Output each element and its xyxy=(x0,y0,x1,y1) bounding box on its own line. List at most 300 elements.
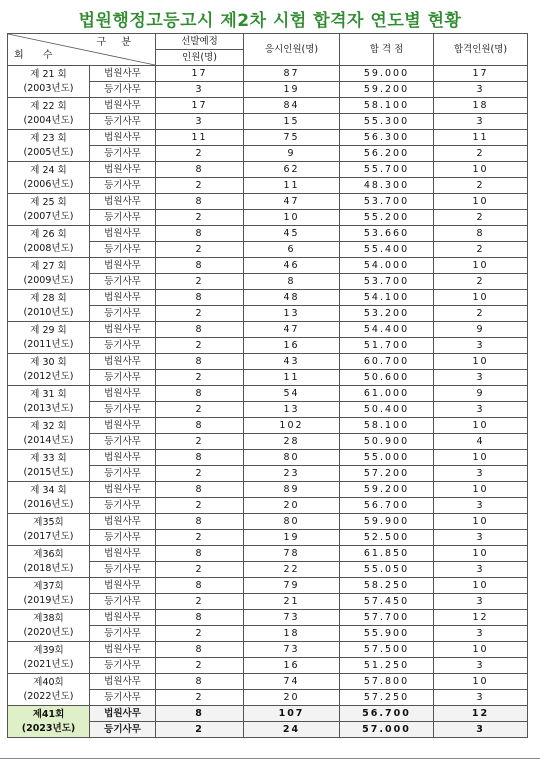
cutoff-cell: 50.900 xyxy=(340,434,434,450)
passers-cell: 3 xyxy=(434,594,528,610)
selection-cell: 2 xyxy=(156,146,244,162)
round-label: 제 23 회 xyxy=(30,132,67,144)
round-label: 제40회 xyxy=(33,676,64,688)
selection-cell: 8 xyxy=(156,418,244,434)
passers-cell: 10 xyxy=(434,642,528,658)
selection-cell: 3 xyxy=(156,114,244,130)
category-cell: 등기사무 xyxy=(90,722,156,738)
category-cell: 법원사무 xyxy=(90,514,156,530)
category-cell: 법원사무 xyxy=(90,578,156,594)
round-year: (2006년도) xyxy=(23,178,74,190)
category-cell: 법원사무 xyxy=(90,386,156,402)
cutoff-cell: 59.200 xyxy=(340,482,434,498)
round-label: 제 30 회 xyxy=(30,356,67,368)
cutoff-cell: 53.660 xyxy=(340,226,434,242)
category-cell: 등기사무 xyxy=(90,274,156,290)
applicants-cell: 107 xyxy=(244,706,340,722)
category-cell: 등기사무 xyxy=(90,82,156,98)
applicants-cell: 18 xyxy=(244,626,340,642)
passers-cell: 3 xyxy=(434,370,528,386)
passers-cell: 8 xyxy=(434,226,528,242)
applicants-cell: 87 xyxy=(244,66,340,82)
round-label: 제 22 회 xyxy=(30,100,67,112)
category-cell: 등기사무 xyxy=(90,434,156,450)
passers-cell: 2 xyxy=(434,242,528,258)
round-cell xyxy=(8,194,90,226)
category-cell: 법원사무 xyxy=(90,546,156,562)
table-row xyxy=(8,386,528,402)
page-title: 법원행정고등고시 제2차 시험 합격자 연도별 현황 xyxy=(78,11,462,31)
cutoff-cell: 57.500 xyxy=(340,642,434,658)
table-body xyxy=(8,66,528,738)
category-cell: 법원사무 xyxy=(90,642,156,658)
cutoff-cell: 59.200 xyxy=(340,82,434,98)
round-label: 제 21 회 xyxy=(30,68,67,80)
applicants-cell: 46 xyxy=(244,258,340,274)
selection-cell: 8 xyxy=(156,386,244,402)
round-year: (2015년도) xyxy=(23,466,74,478)
category-cell: 법원사무 xyxy=(90,610,156,626)
table-row xyxy=(8,610,528,626)
passers-cell: 3 xyxy=(434,338,528,354)
passers-cell: 3 xyxy=(434,402,528,418)
applicants-cell: 20 xyxy=(244,690,340,706)
cutoff-cell: 54.000 xyxy=(340,258,434,274)
category-cell: 등기사무 xyxy=(90,370,156,386)
cutoff-cell: 53.700 xyxy=(340,274,434,290)
category-cell: 법원사무 xyxy=(90,322,156,338)
table-row xyxy=(8,226,528,242)
table-row xyxy=(8,546,528,562)
passers-cell: 11 xyxy=(434,130,528,146)
round-cell xyxy=(8,706,90,738)
cutoff-cell: 58.100 xyxy=(340,98,434,114)
category-cell: 법원사무 xyxy=(90,258,156,274)
category-cell: 등기사무 xyxy=(90,690,156,706)
header-passers: 합격인원(명) xyxy=(434,34,528,66)
cutoff-cell: 59.900 xyxy=(340,514,434,530)
applicants-cell: 73 xyxy=(244,642,340,658)
selection-cell: 8 xyxy=(156,514,244,530)
table-row xyxy=(8,674,528,690)
round-year: (2010년도) xyxy=(23,306,74,318)
passers-cell: 12 xyxy=(434,706,528,722)
cutoff-cell: 57.800 xyxy=(340,674,434,690)
passers-cell: 2 xyxy=(434,306,528,322)
round-cell xyxy=(8,98,90,130)
passers-cell: 3 xyxy=(434,626,528,642)
applicants-cell: 79 xyxy=(244,578,340,594)
category-cell: 법원사무 xyxy=(90,130,156,146)
selection-cell: 8 xyxy=(156,322,244,338)
applicants-cell: 73 xyxy=(244,610,340,626)
round-year: (2022년도) xyxy=(23,690,74,702)
round-label: 제35회 xyxy=(33,516,64,528)
round-cell xyxy=(8,642,90,674)
selection-cell: 2 xyxy=(156,210,244,226)
cutoff-cell: 55.700 xyxy=(340,162,434,178)
table-row xyxy=(8,98,528,114)
applicants-cell: 89 xyxy=(244,482,340,498)
selection-cell: 2 xyxy=(156,658,244,674)
category-cell: 법원사무 xyxy=(90,98,156,114)
passers-cell: 3 xyxy=(434,82,528,98)
applicants-cell: 43 xyxy=(244,354,340,370)
round-cell xyxy=(8,130,90,162)
cutoff-cell: 55.400 xyxy=(340,242,434,258)
applicants-cell: 6 xyxy=(244,242,340,258)
table-row xyxy=(8,354,528,370)
round-year: (2007년도) xyxy=(23,210,74,222)
table-row xyxy=(8,162,528,178)
selection-cell: 3 xyxy=(156,82,244,98)
passers-cell: 2 xyxy=(434,146,528,162)
selection-cell: 2 xyxy=(156,338,244,354)
category-cell: 등기사무 xyxy=(90,402,156,418)
selection-cell: 8 xyxy=(156,162,244,178)
selection-cell: 2 xyxy=(156,498,244,514)
category-cell: 등기사무 xyxy=(90,306,156,322)
cutoff-cell: 50.600 xyxy=(340,370,434,386)
round-year: (2023년도) xyxy=(21,722,76,734)
applicants-cell: 22 xyxy=(244,562,340,578)
cutoff-cell: 48.300 xyxy=(340,178,434,194)
applicants-cell: 74 xyxy=(244,674,340,690)
applicants-cell: 19 xyxy=(244,530,340,546)
category-cell: 법원사무 xyxy=(90,674,156,690)
round-label: 제37회 xyxy=(33,580,64,592)
passers-cell: 3 xyxy=(434,498,528,514)
round-label: 제 29 회 xyxy=(30,324,67,336)
cutoff-cell: 61.850 xyxy=(340,546,434,562)
round-label: 제 26 회 xyxy=(30,228,67,240)
selection-cell: 2 xyxy=(156,722,244,738)
passers-cell: 4 xyxy=(434,434,528,450)
applicants-cell: 9 xyxy=(244,146,340,162)
applicants-cell: 19 xyxy=(244,82,340,98)
category-cell: 법원사무 xyxy=(90,418,156,434)
cutoff-cell: 54.400 xyxy=(340,322,434,338)
category-cell: 등기사무 xyxy=(90,178,156,194)
applicants-cell: 47 xyxy=(244,322,340,338)
round-label: 제 25 회 xyxy=(30,196,67,208)
applicants-cell: 47 xyxy=(244,194,340,210)
category-cell: 법원사무 xyxy=(90,706,156,722)
passers-cell: 3 xyxy=(434,690,528,706)
selection-cell: 2 xyxy=(156,402,244,418)
header-selection-2: 인원(명) xyxy=(156,50,244,66)
cutoff-cell: 56.300 xyxy=(340,130,434,146)
round-label: 제36회 xyxy=(33,548,64,560)
round-label: 제 27 회 xyxy=(30,260,67,272)
cutoff-cell: 56.200 xyxy=(340,146,434,162)
selection-cell: 8 xyxy=(156,706,244,722)
round-year: (2003년도) xyxy=(23,82,74,94)
applicants-cell: 16 xyxy=(244,658,340,674)
round-cell xyxy=(8,66,90,98)
applicants-cell: 16 xyxy=(244,338,340,354)
selection-cell: 2 xyxy=(156,530,244,546)
cutoff-cell: 57.700 xyxy=(340,610,434,626)
round-cell xyxy=(8,610,90,642)
cutoff-cell: 60.700 xyxy=(340,354,434,370)
applicants-cell: 10 xyxy=(244,210,340,226)
round-label: 제 28 회 xyxy=(30,292,67,304)
round-cell xyxy=(8,482,90,514)
table-row xyxy=(8,450,528,466)
applicants-cell: 48 xyxy=(244,290,340,306)
round-cell xyxy=(8,578,90,610)
table-row xyxy=(8,194,528,210)
passers-cell: 10 xyxy=(434,354,528,370)
round-year: (2008년도) xyxy=(23,242,74,254)
selection-cell: 2 xyxy=(156,274,244,290)
round-cell xyxy=(8,162,90,194)
header-hoesu: 회 수 xyxy=(14,50,61,61)
cutoff-cell: 57.250 xyxy=(340,690,434,706)
cutoff-cell: 56.700 xyxy=(340,706,434,722)
cutoff-cell: 58.100 xyxy=(340,418,434,434)
passers-cell: 10 xyxy=(434,514,528,530)
cutoff-cell: 58.250 xyxy=(340,578,434,594)
round-label: 제41회 xyxy=(32,708,65,720)
round-year: (2004년도) xyxy=(23,114,74,126)
header-row xyxy=(8,34,528,50)
round-year: (2005년도) xyxy=(23,146,74,158)
round-cell xyxy=(8,258,90,290)
cutoff-cell: 54.100 xyxy=(340,290,434,306)
category-cell: 등기사무 xyxy=(90,114,156,130)
passers-cell: 2 xyxy=(434,210,528,226)
table-row xyxy=(8,290,528,306)
cutoff-cell: 59.000 xyxy=(340,66,434,82)
category-cell: 등기사무 xyxy=(90,562,156,578)
passers-cell: 10 xyxy=(434,290,528,306)
applicants-cell: 62 xyxy=(244,162,340,178)
selection-cell: 2 xyxy=(156,626,244,642)
passers-cell: 18 xyxy=(434,98,528,114)
round-cell xyxy=(8,514,90,546)
round-year: (2011년도) xyxy=(23,338,74,350)
selection-cell: 8 xyxy=(156,482,244,498)
passers-cell: 10 xyxy=(434,578,528,594)
category-cell: 등기사무 xyxy=(90,530,156,546)
passers-cell: 10 xyxy=(434,162,528,178)
cutoff-cell: 55.050 xyxy=(340,562,434,578)
selection-cell: 2 xyxy=(156,370,244,386)
table-row xyxy=(8,482,528,498)
round-label: 제38회 xyxy=(33,612,64,624)
round-cell xyxy=(8,290,90,322)
applicants-cell: 54 xyxy=(244,386,340,402)
round-label: 제 24 회 xyxy=(30,164,67,176)
category-cell: 법원사무 xyxy=(90,66,156,82)
selection-cell: 2 xyxy=(156,562,244,578)
round-cell xyxy=(8,322,90,354)
passers-cell: 9 xyxy=(434,386,528,402)
round-label: 제 32 회 xyxy=(30,420,67,432)
selection-cell: 2 xyxy=(156,690,244,706)
cutoff-cell: 50.400 xyxy=(340,402,434,418)
category-cell: 등기사무 xyxy=(90,210,156,226)
passers-cell: 3 xyxy=(434,530,528,546)
category-cell: 법원사무 xyxy=(90,482,156,498)
selection-cell: 8 xyxy=(156,610,244,626)
selection-cell: 8 xyxy=(156,674,244,690)
header-selection-1: 선발예정 xyxy=(156,34,244,50)
results-table xyxy=(7,33,528,738)
header-applicants: 응시인원(명) xyxy=(244,34,340,66)
applicants-cell: 13 xyxy=(244,306,340,322)
round-cell xyxy=(8,674,90,706)
selection-cell: 17 xyxy=(156,66,244,82)
cutoff-cell: 56.700 xyxy=(340,498,434,514)
table-row xyxy=(8,66,528,82)
applicants-cell: 23 xyxy=(244,466,340,482)
applicants-cell: 11 xyxy=(244,370,340,386)
cutoff-cell: 51.700 xyxy=(340,338,434,354)
round-year: (2020년도) xyxy=(23,626,74,638)
applicants-cell: 11 xyxy=(244,178,340,194)
round-year: (2014년도) xyxy=(23,434,74,446)
cutoff-cell: 55.000 xyxy=(340,450,434,466)
category-cell: 등기사무 xyxy=(90,146,156,162)
passers-cell: 10 xyxy=(434,194,528,210)
round-year: (2009년도) xyxy=(23,274,74,286)
category-cell: 법원사무 xyxy=(90,194,156,210)
cutoff-cell: 55.300 xyxy=(340,114,434,130)
selection-cell: 8 xyxy=(156,354,244,370)
round-year: (2017년도) xyxy=(23,530,74,542)
category-cell: 등기사무 xyxy=(90,594,156,610)
cutoff-cell: 55.200 xyxy=(340,210,434,226)
cutoff-cell: 52.500 xyxy=(340,530,434,546)
category-cell: 등기사무 xyxy=(90,338,156,354)
selection-cell: 8 xyxy=(156,578,244,594)
cutoff-cell: 55.900 xyxy=(340,626,434,642)
applicants-cell: 80 xyxy=(244,514,340,530)
category-cell: 법원사무 xyxy=(90,226,156,242)
passers-cell: 3 xyxy=(434,722,528,738)
selection-cell: 8 xyxy=(156,226,244,242)
cutoff-cell: 51.250 xyxy=(340,658,434,674)
applicants-cell: 80 xyxy=(244,450,340,466)
category-cell: 등기사무 xyxy=(90,242,156,258)
category-cell: 법원사무 xyxy=(90,290,156,306)
selection-cell: 8 xyxy=(156,194,244,210)
table-row xyxy=(8,418,528,434)
selection-cell: 8 xyxy=(156,290,244,306)
header-cutoff: 합 격 점 xyxy=(340,34,434,66)
round-cell xyxy=(8,450,90,482)
table-row xyxy=(8,258,528,274)
category-cell: 법원사무 xyxy=(90,450,156,466)
category-cell: 등기사무 xyxy=(90,498,156,514)
round-cell xyxy=(8,546,90,578)
table-row xyxy=(8,130,528,146)
selection-cell: 17 xyxy=(156,98,244,114)
table-row xyxy=(8,642,528,658)
cutoff-cell: 57.200 xyxy=(340,466,434,482)
selection-cell: 8 xyxy=(156,258,244,274)
selection-cell: 2 xyxy=(156,242,244,258)
category-cell: 법원사무 xyxy=(90,354,156,370)
cutoff-cell: 57.000 xyxy=(340,722,434,738)
passers-cell: 3 xyxy=(434,114,528,130)
applicants-cell: 15 xyxy=(244,114,340,130)
applicants-cell: 102 xyxy=(244,418,340,434)
applicants-cell: 24 xyxy=(244,722,340,738)
table-row xyxy=(8,514,528,530)
selection-cell: 2 xyxy=(156,306,244,322)
header-diagonal-cell xyxy=(8,34,156,66)
round-year: (2013년도) xyxy=(23,402,74,414)
cutoff-cell: 61.000 xyxy=(340,386,434,402)
header-gubun: 구 분 xyxy=(96,37,137,48)
applicants-cell: 75 xyxy=(244,130,340,146)
category-cell: 등기사무 xyxy=(90,626,156,642)
round-cell xyxy=(8,354,90,386)
category-cell: 법원사무 xyxy=(90,162,156,178)
applicants-cell: 8 xyxy=(244,274,340,290)
round-label: 제 34 회 xyxy=(30,484,67,496)
passers-cell: 3 xyxy=(434,562,528,578)
selection-cell: 8 xyxy=(156,546,244,562)
round-cell xyxy=(8,226,90,258)
applicants-cell: 13 xyxy=(244,402,340,418)
cutoff-cell: 53.200 xyxy=(340,306,434,322)
applicants-cell: 78 xyxy=(244,546,340,562)
passers-cell: 2 xyxy=(434,274,528,290)
round-label: 제 33 회 xyxy=(30,452,67,464)
applicants-cell: 45 xyxy=(244,226,340,242)
round-label: 제39회 xyxy=(33,644,64,656)
passers-cell: 9 xyxy=(434,322,528,338)
passers-cell: 12 xyxy=(434,610,528,626)
table-row xyxy=(8,578,528,594)
cutoff-cell: 57.450 xyxy=(340,594,434,610)
table-row xyxy=(8,322,528,338)
round-cell xyxy=(8,386,90,418)
passers-cell: 3 xyxy=(434,466,528,482)
passers-cell: 10 xyxy=(434,258,528,274)
round-label: 제 31 회 xyxy=(30,388,67,400)
passers-cell: 10 xyxy=(434,546,528,562)
category-cell: 등기사무 xyxy=(90,658,156,674)
round-cell xyxy=(8,418,90,450)
round-year: (2021년도) xyxy=(23,658,74,670)
applicants-cell: 20 xyxy=(244,498,340,514)
applicants-cell: 28 xyxy=(244,434,340,450)
passers-cell: 10 xyxy=(434,482,528,498)
applicants-cell: 21 xyxy=(244,594,340,610)
round-year: (2019년도) xyxy=(23,594,74,606)
selection-cell: 8 xyxy=(156,450,244,466)
passers-cell: 10 xyxy=(434,674,528,690)
round-year: (2012년도) xyxy=(23,370,74,382)
passers-cell: 10 xyxy=(434,418,528,434)
selection-cell: 8 xyxy=(156,642,244,658)
passers-cell: 17 xyxy=(434,66,528,82)
table-row xyxy=(8,706,528,722)
category-cell: 등기사무 xyxy=(90,466,156,482)
selection-cell: 11 xyxy=(156,130,244,146)
cutoff-cell: 53.700 xyxy=(340,194,434,210)
passers-cell: 10 xyxy=(434,450,528,466)
selection-cell: 2 xyxy=(156,466,244,482)
selection-cell: 2 xyxy=(156,434,244,450)
round-year: (2018년도) xyxy=(23,562,74,574)
